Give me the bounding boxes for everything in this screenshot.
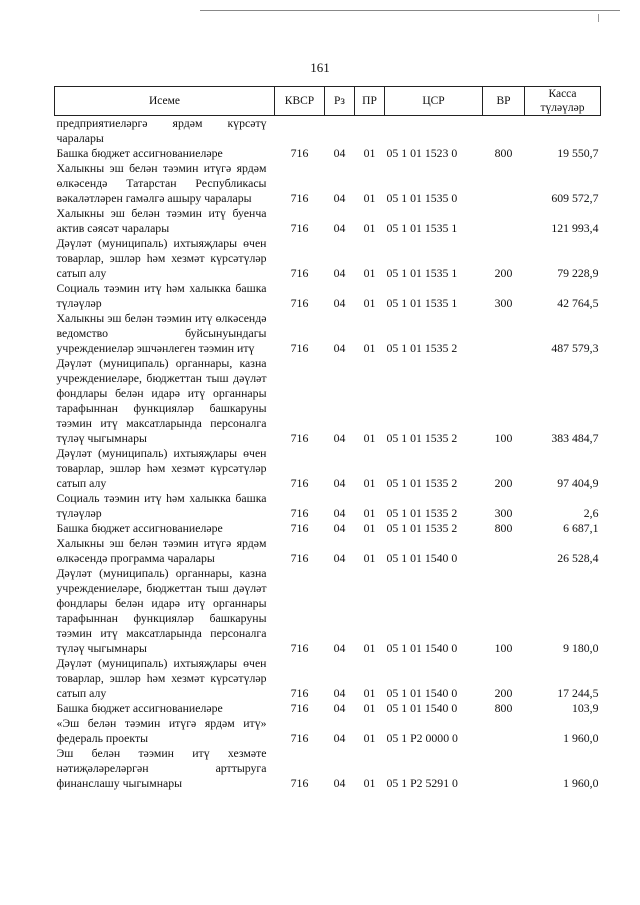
kvsr-cell: 716 <box>290 701 309 715</box>
name-cell: Социаль тәэмин итү һәм халыкка башка түләүләр <box>56 281 267 310</box>
vr-cell: 800 <box>494 521 513 535</box>
kvsr-cell: 716 <box>290 686 309 700</box>
table-row <box>55 491 601 521</box>
kvsr-cell: 716 <box>290 221 309 235</box>
amount-cell <box>525 116 601 147</box>
corner-mark <box>598 14 599 22</box>
pr-cell: 01 <box>363 191 376 205</box>
amount-cell: 103,9 <box>571 701 599 715</box>
amount-cell: 17 244,5 <box>557 686 599 700</box>
vr-cell <box>483 716 525 746</box>
kvsr-cell: 716 <box>290 506 309 520</box>
kvsr-cell: 716 <box>290 431 309 445</box>
amount-cell: 609 572,7 <box>551 191 599 205</box>
pr-cell: 01 <box>363 341 376 355</box>
rz-cell: 04 <box>333 476 346 490</box>
kvsr-cell: 716 <box>290 476 309 490</box>
name-cell: Башка бюджет ассигнованиеләре <box>56 701 223 715</box>
rz-cell: 04 <box>333 686 346 700</box>
csr-cell: 05 1 01 1540 0 <box>386 551 458 565</box>
name-cell: Башка бюджет ассигнованиеләре <box>56 521 223 535</box>
pr-cell: 01 <box>363 686 376 700</box>
name-cell: Дәүләт (муниципаль) органнары, казна учреждениеләре, бюджеттан тыш дәүләт фондлары белән идарә итү органнары тарафыннан функцияләр башкаруны тәэмин итү максатларында персоналга түләү чыгымнары <box>56 566 267 655</box>
pr-cell: 01 <box>363 641 376 655</box>
table-row <box>55 746 601 791</box>
csr-cell: 05 1 01 1535 1 <box>386 266 458 280</box>
pr-cell: 01 <box>363 296 376 310</box>
kvsr-cell: 716 <box>290 191 309 205</box>
rz-cell: 04 <box>333 506 346 520</box>
name-cell: Дәүләт (муниципаль) ихтыяҗлары өчен товарлар, эшләр һәм хезмәт күрсәтүләр сатып алу <box>56 656 267 700</box>
amount-cell: 2,6 <box>583 506 599 520</box>
csr-cell: 05 1 01 1535 0 <box>386 191 458 205</box>
name-cell: Башка бюджет ассигнованиеләре <box>56 146 223 160</box>
header-name: Исеме <box>55 87 275 116</box>
kvsr-cell: 716 <box>290 146 309 160</box>
top-rule <box>200 10 620 11</box>
csr-cell: 05 1 01 1535 2 <box>386 521 458 535</box>
amount-cell: 19 550,7 <box>557 146 599 160</box>
csr-cell: 05 1 01 1535 1 <box>386 296 458 310</box>
amount-cell: 26 528,4 <box>557 551 599 565</box>
table-row <box>55 521 601 536</box>
table-row <box>55 356 601 446</box>
vr-cell: 800 <box>494 146 513 160</box>
rz-cell: 04 <box>333 221 346 235</box>
amount-cell: 6 687,1 <box>563 521 599 535</box>
header-kassa-line2: түләүләр <box>540 102 585 114</box>
name-cell: «Эш белән тәэмин итүгә ярдәм итү» федераль проекты <box>56 716 267 745</box>
rz-cell: 04 <box>333 191 346 205</box>
amount-cell: 1 960,0 <box>563 731 599 745</box>
table-row <box>55 161 601 206</box>
amount-cell: 42 764,5 <box>557 296 599 310</box>
rz-cell: 04 <box>333 551 346 565</box>
vr-cell: 100 <box>494 431 513 445</box>
csr-cell: 05 1 01 1535 2 <box>386 506 458 520</box>
pr-cell: 01 <box>363 776 376 790</box>
vr-cell: 300 <box>494 506 513 520</box>
amount-cell: 383 484,7 <box>551 431 599 445</box>
name-cell: Эш белән тәэмин итү хезмәте нәтиҗәләреләргән арттыруга финанслашу чыгымнары <box>56 746 267 790</box>
vr-cell <box>483 206 525 236</box>
vr-cell: 800 <box>494 701 513 715</box>
kvsr-cell: 716 <box>290 521 309 535</box>
table-row <box>55 311 601 356</box>
rz-cell: 04 <box>333 521 346 535</box>
rz-cell: 04 <box>333 431 346 445</box>
name-cell: предприятиеләргә ярдәм күрсәтү чаралары <box>56 116 267 145</box>
rz-cell: 04 <box>333 296 346 310</box>
pr-cell: 01 <box>363 266 376 280</box>
kvsr-cell: 716 <box>290 641 309 655</box>
budget-table <box>54 86 601 791</box>
vr-cell: 200 <box>494 266 513 280</box>
kvsr-cell: 716 <box>290 266 309 280</box>
name-cell: Халыкны эш белән тәэмин итү буенча актив сәясәт чаралары <box>56 206 267 235</box>
header-kassa-line1: Касса <box>548 88 577 100</box>
header-rz: Рз <box>325 87 355 116</box>
csr-cell: 05 1 P2 5291 0 <box>386 776 458 790</box>
csr-cell: 05 1 01 1523 0 <box>386 146 458 160</box>
rz-cell: 04 <box>333 731 346 745</box>
pr-cell: 01 <box>363 506 376 520</box>
amount-cell: 121 993,4 <box>551 221 599 235</box>
rz-cell: 04 <box>333 341 346 355</box>
rz-cell <box>325 116 355 147</box>
csr-cell: 05 1 01 1535 2 <box>386 341 458 355</box>
name-cell: Дәүләт (муниципаль) органнары, казна учреждениеләре, бюджеттан тыш дәүләт фондлары белән идарә итү органнары тарафыннан функцияләр башкаруны тәэмин итү максатларында персоналга түләү чыгымнары <box>56 356 267 445</box>
vr-cell <box>483 746 525 791</box>
rz-cell: 04 <box>333 701 346 715</box>
pr-cell: 01 <box>363 701 376 715</box>
rz-cell: 04 <box>333 776 346 790</box>
name-cell: Дәүләт (муниципаль) ихтыяҗлары өчен товарлар, эшләр һәм хезмәт күрсәтүләр сатып алу <box>56 236 267 280</box>
rz-cell: 04 <box>333 266 346 280</box>
vr-cell <box>483 311 525 356</box>
table-header-row <box>55 87 601 116</box>
header-vr: ВР <box>483 87 525 116</box>
vr-cell <box>483 161 525 206</box>
name-cell: Дәүләт (муниципаль) ихтыяҗлары өчен товарлар, эшләр һәм хезмәт күрсәтүләр сатып алу <box>56 446 267 490</box>
csr-cell: 05 1 01 1535 1 <box>386 221 458 235</box>
table-row <box>55 116 601 147</box>
amount-cell: 1 960,0 <box>563 776 599 790</box>
name-cell: Халыкны эш белән тәэмин итүгә ярдәм өлкәсендә программа чаралары <box>56 536 267 565</box>
header-csr: ЦСР <box>385 87 483 116</box>
pr-cell: 01 <box>363 521 376 535</box>
pr-cell: 01 <box>363 221 376 235</box>
header-kvsr: КВСР <box>275 87 325 116</box>
name-cell: Социаль тәэмин итү һәм халыкка башка түләүләр <box>56 491 267 520</box>
table-row <box>55 701 601 716</box>
name-cell: Халыкны эш белән тәэмин итү өлкәсендә ведомство буйсынуындагы учреждениеләр эшчәнлеген тәэмин итү <box>56 311 267 355</box>
table-row <box>55 656 601 701</box>
csr-cell: 05 1 01 1540 0 <box>386 686 458 700</box>
pr-cell: 01 <box>363 431 376 445</box>
amount-cell: 79 228,9 <box>557 266 599 280</box>
page-number: 161 <box>310 60 330 75</box>
amount-cell: 9 180,0 <box>563 641 599 655</box>
rz-cell: 04 <box>333 641 346 655</box>
kvsr-cell: 716 <box>290 296 309 310</box>
table-body <box>55 116 601 792</box>
amount-cell: 97 404,9 <box>557 476 599 490</box>
table-row <box>55 236 601 281</box>
kvsr-cell <box>275 116 325 147</box>
kvsr-cell: 716 <box>290 776 309 790</box>
rz-cell: 04 <box>333 146 346 160</box>
pr-cell <box>355 116 385 147</box>
header-kassa <box>525 87 601 116</box>
table-row <box>55 566 601 656</box>
csr-cell: 05 1 01 1535 2 <box>386 476 458 490</box>
name-cell: Халыкны эш белән тәэмин итүгә ярдәм өлкәсендә Татарстан Республикасы вәкаләтләрен гамәлгә ашыру чаралары <box>56 161 267 205</box>
vr-cell: 100 <box>494 641 513 655</box>
table-row <box>55 206 601 236</box>
vr-cell <box>483 116 525 147</box>
csr-cell: 05 1 01 1540 0 <box>386 641 458 655</box>
table-row <box>55 281 601 311</box>
table-row <box>55 716 601 746</box>
vr-cell: 200 <box>494 686 513 700</box>
kvsr-cell: 716 <box>290 551 309 565</box>
kvsr-cell: 716 <box>290 341 309 355</box>
table-row <box>55 146 601 161</box>
vr-cell: 300 <box>494 296 513 310</box>
table-row <box>55 446 601 491</box>
csr-cell: 05 1 01 1540 0 <box>386 701 458 715</box>
csr-cell: 05 1 P2 0000 0 <box>386 731 458 745</box>
table-row <box>55 536 601 566</box>
amount-cell: 487 579,3 <box>551 341 599 355</box>
vr-cell: 200 <box>494 476 513 490</box>
csr-cell <box>385 116 483 147</box>
kvsr-cell: 716 <box>290 731 309 745</box>
pr-cell: 01 <box>363 146 376 160</box>
pr-cell: 01 <box>363 551 376 565</box>
pr-cell: 01 <box>363 476 376 490</box>
csr-cell: 05 1 01 1535 2 <box>386 431 458 445</box>
vr-cell <box>483 536 525 566</box>
header-pr: ПР <box>355 87 385 116</box>
pr-cell: 01 <box>363 731 376 745</box>
